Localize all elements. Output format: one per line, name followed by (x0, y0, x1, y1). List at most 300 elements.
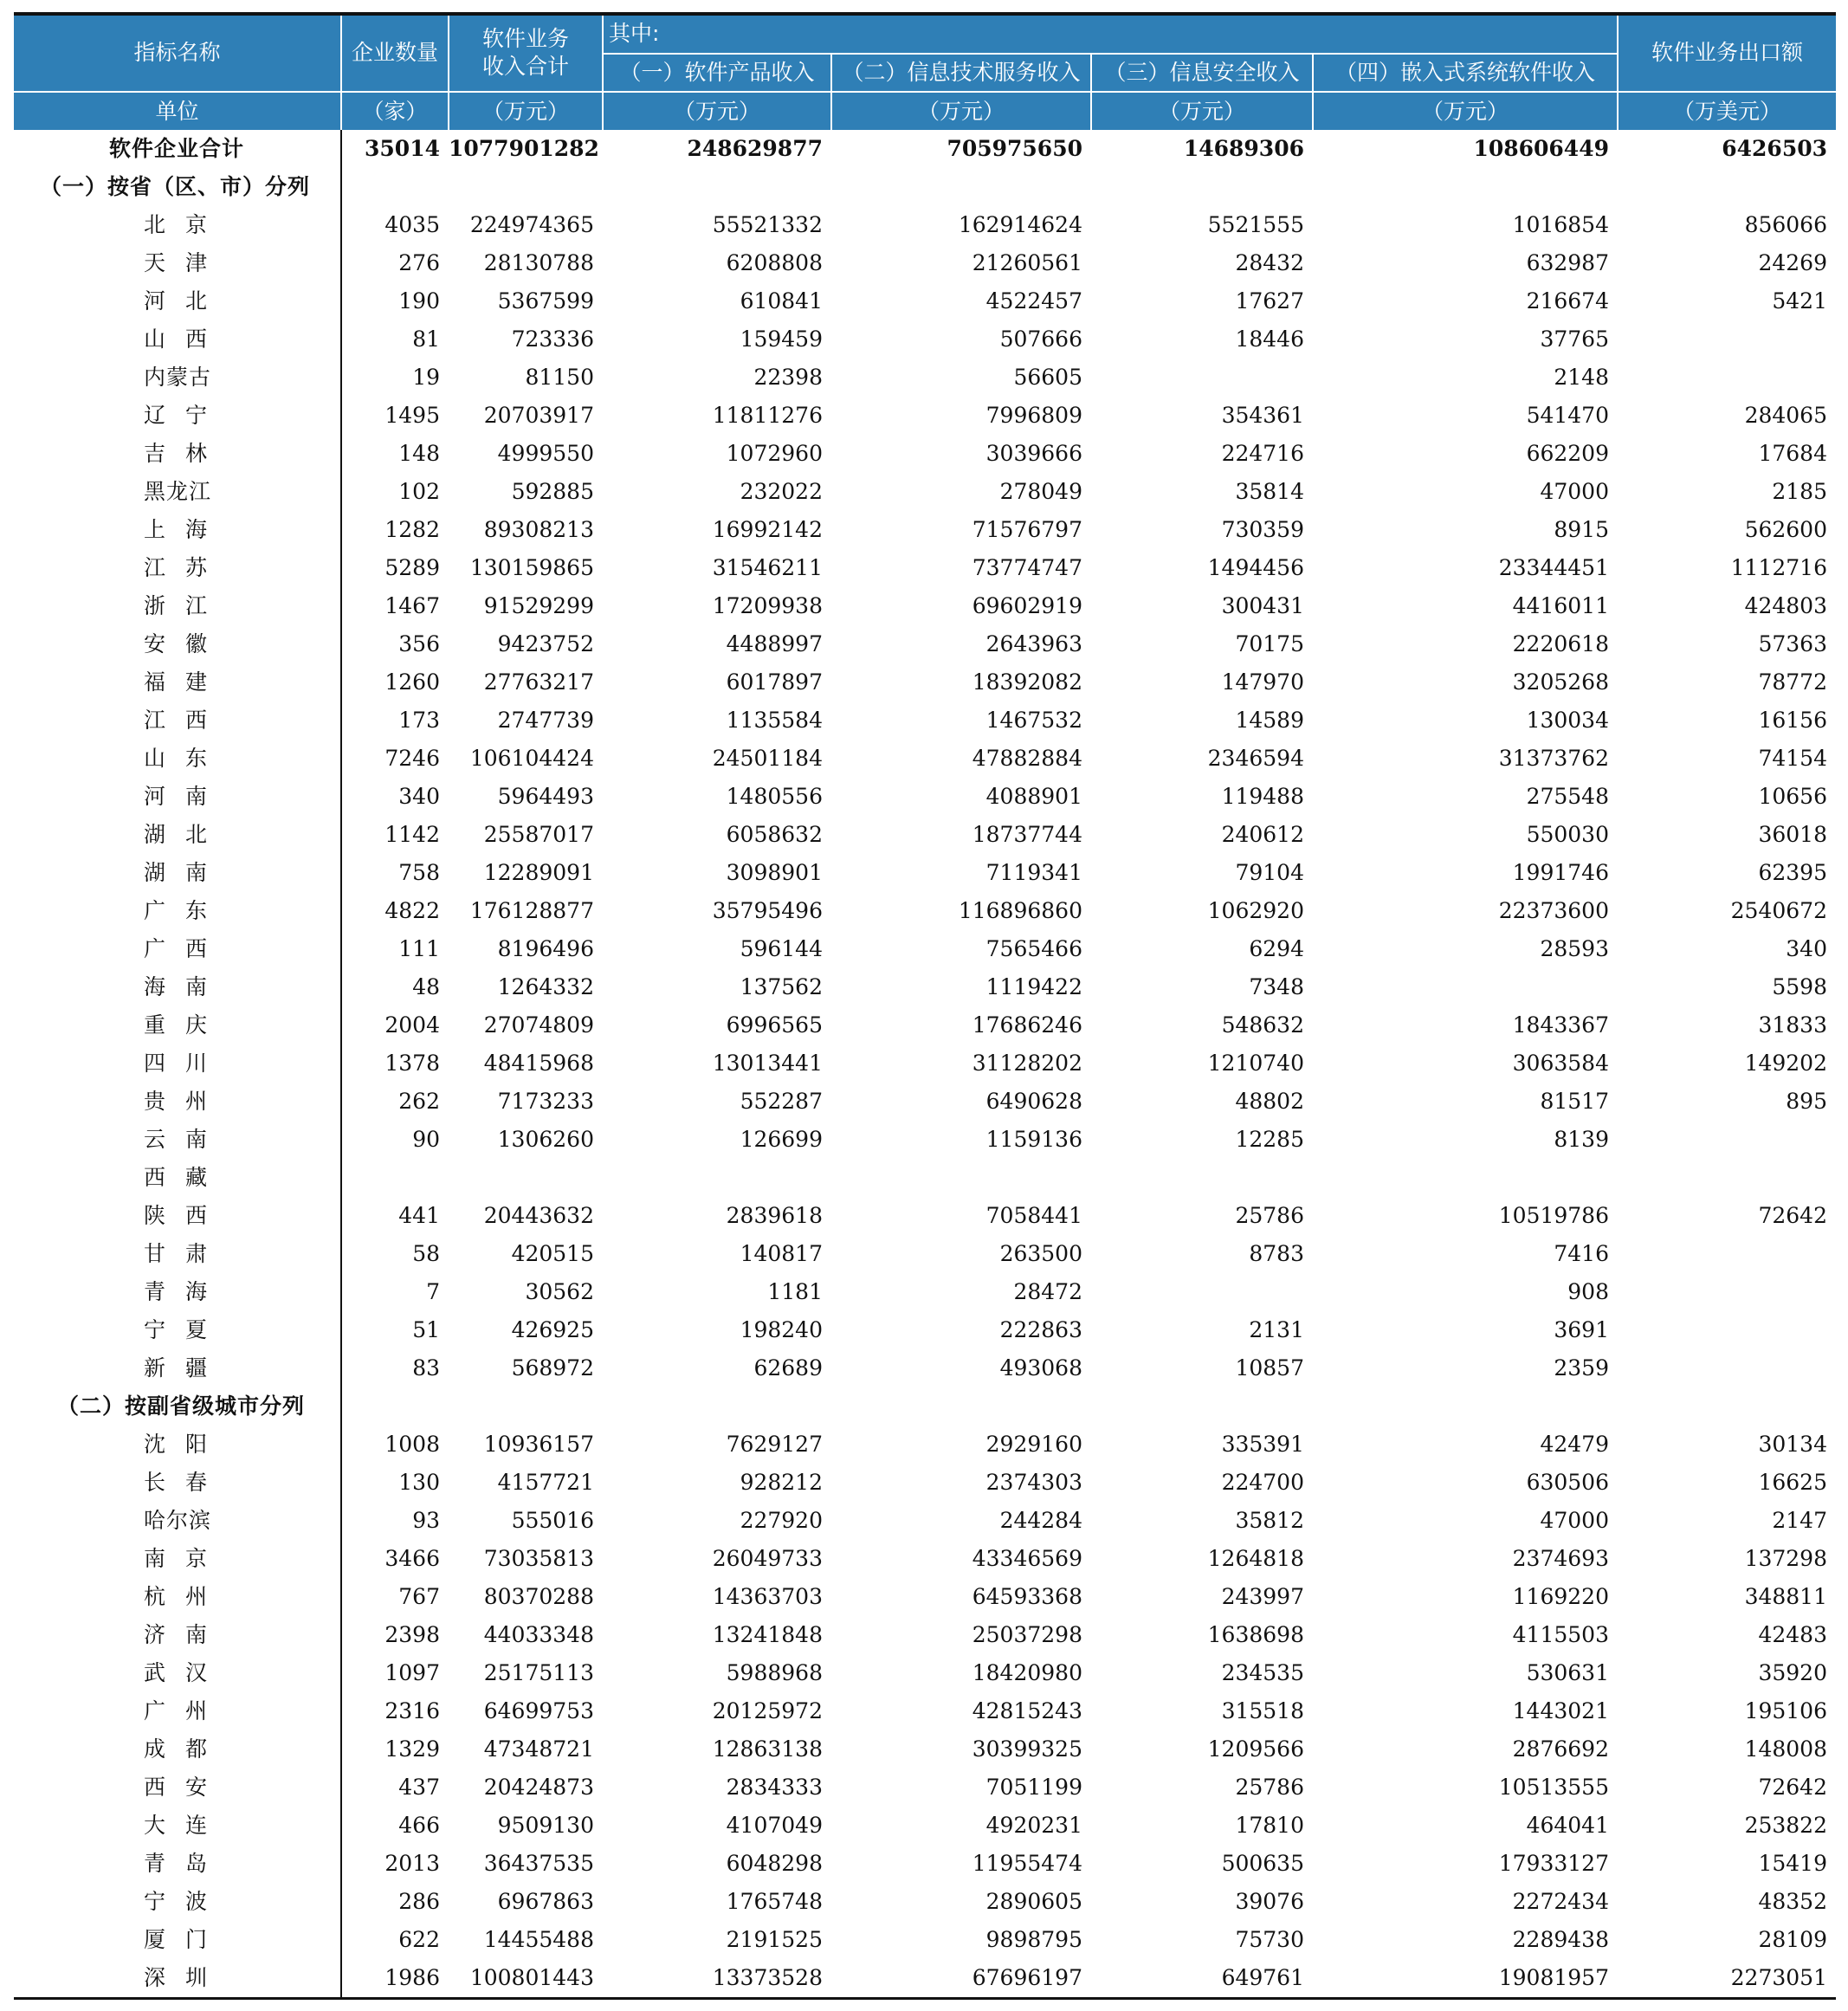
region-name: 西藏 (14, 1159, 341, 1197)
value-cell (1091, 1273, 1313, 1311)
value-cell: 2374693 (1512, 1546, 1609, 1571)
value-cell: 1062920 (1207, 898, 1304, 923)
value-cell (341, 1159, 449, 1197)
value-cell: 11955474 (972, 1851, 1082, 1876)
value-cell: 7119341 (985, 860, 1082, 885)
value-cell: 253822 (1744, 1813, 1827, 1838)
value-cell: 39076 (1235, 1889, 1304, 1914)
unit-count: （家） (341, 92, 449, 130)
value-cell: 3063584 (1512, 1051, 1609, 1076)
total-cell: 705975650 (947, 136, 1082, 161)
header-security-revenue: （三）信息安全收入 (1091, 54, 1313, 92)
unit-security: （万元） (1091, 92, 1313, 130)
region-name: 西安 (14, 1769, 341, 1807)
value-cell: 4157721 (497, 1470, 594, 1495)
value-cell: 37765 (1540, 327, 1609, 352)
empty-cell (603, 1387, 831, 1426)
value-cell: 3205268 (1512, 669, 1609, 695)
value-cell: 895 (1786, 1089, 1827, 1114)
value-cell: 20443632 (483, 1203, 594, 1228)
value-cell: 262 (398, 1089, 440, 1114)
value-cell: 18737744 (972, 822, 1082, 847)
value-cell: 441 (398, 1203, 440, 1228)
value-cell: 7173233 (497, 1089, 594, 1114)
value-cell (831, 1159, 1091, 1197)
value-cell: 6294 (1249, 936, 1304, 961)
value-cell: 130159865 (469, 555, 594, 580)
table-row (14, 968, 1836, 1006)
empty-cell (1313, 1387, 1618, 1426)
value-cell: 23344451 (1498, 555, 1609, 580)
value-cell: 28472 (1013, 1279, 1082, 1304)
value-cell: 2004 (384, 1012, 440, 1038)
value-cell: 1282 (384, 517, 440, 542)
region-name: 青海 (14, 1273, 341, 1311)
value-cell: 67696197 (972, 1965, 1082, 1990)
table-row (14, 1654, 1836, 1692)
total-cell: 108606449 (1473, 136, 1609, 161)
value-cell: 6208808 (726, 250, 823, 275)
region-name: 广州 (14, 1692, 341, 1730)
value-cell: 1119422 (985, 974, 1082, 999)
value-cell: 6017897 (726, 669, 823, 695)
table-row (14, 816, 1836, 854)
value-cell: 662209 (1526, 441, 1609, 466)
region-name: 河南 (14, 778, 341, 816)
value-cell: 64699753 (483, 1698, 594, 1723)
value-cell: 2359 (1554, 1355, 1609, 1381)
region-name: 甘肃 (14, 1235, 341, 1273)
value-cell: 2540672 (1730, 898, 1827, 923)
table-row (14, 511, 1836, 549)
value-cell: 6967863 (497, 1889, 594, 1914)
value-cell: 3691 (1554, 1317, 1609, 1342)
table-row (14, 1159, 1836, 1197)
value-cell: 62395 (1758, 860, 1827, 885)
value-cell: 13013441 (712, 1051, 823, 1076)
value-cell: 1991746 (1512, 860, 1609, 885)
table-row (14, 1959, 1836, 1997)
value-cell: 1159136 (985, 1127, 1082, 1152)
table-row (14, 206, 1836, 244)
value-cell: 4920231 (985, 1813, 1082, 1838)
value-cell: 130 (398, 1470, 440, 1495)
section-title: （二）按副省级城市分列 (14, 1387, 341, 1426)
value-cell: 552287 (740, 1089, 823, 1114)
value-cell: 2929160 (985, 1432, 1082, 1457)
value-cell: 7348 (1249, 974, 1304, 999)
region-name: 四川 (14, 1044, 341, 1083)
total-cell: 1077901282 (449, 136, 599, 161)
value-cell: 83 (412, 1355, 440, 1381)
value-cell: 47000 (1540, 479, 1609, 504)
region-name: 北京 (14, 206, 341, 244)
value-cell: 147970 (1221, 669, 1304, 695)
value-cell: 42483 (1758, 1622, 1827, 1647)
value-cell: 42479 (1540, 1432, 1609, 1457)
value-cell: 16156 (1758, 708, 1827, 733)
value-cell: 4822 (384, 898, 440, 923)
value-cell: 48 (412, 974, 440, 999)
value-cell: 568972 (511, 1355, 594, 1381)
value-cell: 19 (412, 365, 440, 390)
value-cell: 240612 (1221, 822, 1304, 847)
value-cell: 55521332 (712, 212, 823, 237)
unit-embedded: （万元） (1313, 92, 1618, 130)
value-cell: 1765748 (726, 1889, 823, 1914)
value-cell: 275548 (1526, 784, 1609, 809)
value-cell: 71576797 (972, 517, 1082, 542)
value-cell: 19081957 (1498, 1965, 1609, 1990)
value-cell: 2834333 (726, 1775, 823, 1800)
table-row (14, 435, 1836, 473)
value-cell: 91529299 (483, 593, 594, 618)
value-cell: 1264332 (497, 974, 594, 999)
value-cell: 2220618 (1512, 631, 1609, 656)
table-row (14, 1235, 1836, 1273)
table-row (14, 1426, 1836, 1464)
value-cell: 43346569 (972, 1546, 1082, 1571)
value-cell: 278049 (999, 479, 1082, 504)
value-cell (1618, 1235, 1836, 1273)
empty-cell (449, 1387, 603, 1426)
value-cell: 48352 (1758, 1889, 1827, 1914)
table-row (14, 702, 1836, 740)
empty-cell (449, 168, 603, 206)
region-name: 湖南 (14, 854, 341, 892)
value-cell: 73774747 (972, 555, 1082, 580)
value-cell: 198240 (740, 1317, 823, 1342)
value-cell: 530631 (1526, 1660, 1609, 1685)
region-name: 河北 (14, 282, 341, 320)
value-cell: 126699 (740, 1127, 823, 1152)
value-cell: 17209938 (712, 593, 823, 618)
value-cell: 36018 (1758, 822, 1827, 847)
value-cell: 6048298 (726, 1851, 823, 1876)
value-cell: 622 (398, 1927, 440, 1952)
value-cell: 550030 (1526, 822, 1609, 847)
total-cell: 14689306 (1183, 136, 1304, 161)
table-body (14, 130, 1836, 1997)
value-cell: 90 (412, 1127, 440, 1152)
region-name: 宁夏 (14, 1311, 341, 1349)
value-cell: 2876692 (1512, 1736, 1609, 1762)
empty-cell (603, 168, 831, 206)
value-cell: 2273051 (1730, 1965, 1827, 1990)
value-cell: 190 (398, 288, 440, 314)
table-row (14, 1044, 1836, 1083)
value-cell (1618, 1311, 1836, 1349)
value-cell: 17627 (1235, 288, 1304, 314)
value-cell: 25786 (1235, 1203, 1304, 1228)
value-cell: 7246 (384, 746, 440, 771)
section-header-row (14, 168, 1836, 206)
value-cell: 93 (412, 1508, 440, 1533)
header-it-service-revenue: （二）信息技术服务收入 (831, 54, 1091, 92)
value-cell: 7051199 (985, 1775, 1082, 1800)
table-row (14, 1578, 1836, 1616)
value-cell: 116896860 (958, 898, 1082, 923)
region-name: 天津 (14, 244, 341, 282)
value-cell: 10656 (1758, 784, 1827, 809)
value-cell: 340 (398, 784, 440, 809)
header-of-which: 其中: (603, 14, 1618, 54)
value-cell: 592885 (511, 479, 594, 504)
empty-cell (1618, 1387, 1836, 1426)
value-cell: 16625 (1758, 1470, 1827, 1495)
value-cell: 426925 (511, 1317, 594, 1342)
value-cell: 1306260 (497, 1127, 594, 1152)
value-cell: 1072960 (726, 441, 823, 466)
value-cell: 6058632 (726, 822, 823, 847)
value-cell: 2316 (384, 1698, 440, 1723)
table-row (14, 549, 1836, 587)
value-cell: 348811 (1744, 1584, 1827, 1609)
value-cell: 7996809 (985, 403, 1082, 428)
value-cell: 3098901 (726, 860, 823, 885)
value-cell: 4416011 (1512, 593, 1609, 618)
value-cell: 10857 (1235, 1355, 1304, 1381)
value-cell: 28130788 (483, 250, 594, 275)
header-product-revenue: （一）软件产品收入 (603, 54, 831, 92)
value-cell (1313, 968, 1618, 1006)
value-cell: 232022 (740, 479, 823, 504)
value-cell: 1467532 (985, 708, 1082, 733)
value-cell: 35795496 (712, 898, 823, 923)
value-cell: 69602919 (972, 593, 1082, 618)
value-cell: 2131 (1249, 1317, 1304, 1342)
value-cell: 79104 (1235, 860, 1304, 885)
table-row (14, 740, 1836, 778)
value-cell: 2272434 (1512, 1889, 1609, 1914)
table-row (14, 1883, 1836, 1921)
value-cell: 12285 (1235, 1127, 1304, 1152)
value-cell: 14455488 (483, 1927, 594, 1952)
table-row (14, 1006, 1836, 1044)
value-cell (1618, 1349, 1836, 1387)
value-cell: 11811276 (712, 403, 823, 428)
value-cell: 47882884 (972, 746, 1082, 771)
table-row (14, 1121, 1836, 1159)
value-cell: 1494456 (1207, 555, 1304, 580)
value-cell: 9423752 (497, 631, 594, 656)
value-cell: 9509130 (497, 1813, 594, 1838)
value-cell: 420515 (511, 1241, 594, 1266)
region-name: 吉林 (14, 435, 341, 473)
table-row (14, 1502, 1836, 1540)
unit-label: 单位 (14, 92, 341, 130)
value-cell: 17933127 (1498, 1851, 1609, 1876)
region-name: 哈尔滨 (14, 1502, 341, 1540)
empty-cell (341, 1387, 449, 1426)
value-cell: 4488997 (726, 631, 823, 656)
value-cell (1618, 359, 1836, 397)
value-cell: 300431 (1221, 593, 1304, 618)
table-row (14, 1692, 1836, 1730)
value-cell: 25037298 (972, 1622, 1082, 1647)
value-cell: 8196496 (497, 936, 594, 961)
value-cell: 2398 (384, 1622, 440, 1647)
value-cell: 20703917 (483, 403, 594, 428)
value-cell (1618, 1159, 1836, 1197)
region-name: 武汉 (14, 1654, 341, 1692)
value-cell: 1986 (384, 1965, 440, 1990)
region-name: 长春 (14, 1464, 341, 1502)
value-cell: 35814 (1235, 479, 1304, 504)
value-cell: 5421 (1772, 288, 1827, 314)
header-embedded-revenue: （四）嵌入式系统软件收入 (1313, 54, 1618, 92)
value-cell: 1210740 (1207, 1051, 1304, 1076)
value-cell (603, 1159, 831, 1197)
value-cell: 227920 (740, 1508, 823, 1533)
value-cell: 58 (412, 1241, 440, 1266)
value-cell: 2839618 (726, 1203, 823, 1228)
value-cell: 649761 (1221, 1965, 1304, 1990)
header-revenue-total-line1: 软件业务 (481, 25, 569, 51)
value-cell: 75730 (1235, 1927, 1304, 1952)
unit-service: （万元） (831, 92, 1091, 130)
table-row (14, 1807, 1836, 1845)
table-row (14, 1616, 1836, 1654)
region-name: 广西 (14, 930, 341, 968)
value-cell: 1378 (384, 1051, 440, 1076)
value-cell: 25786 (1235, 1775, 1304, 1800)
value-cell: 5598 (1772, 974, 1827, 999)
table-row (14, 930, 1836, 968)
value-cell: 1467 (384, 593, 440, 618)
region-name: 南京 (14, 1540, 341, 1578)
value-cell: 596144 (740, 936, 823, 961)
table-row (14, 1349, 1836, 1387)
value-cell: 31833 (1758, 1012, 1827, 1038)
value-cell: 286 (398, 1889, 440, 1914)
value-cell: 548632 (1221, 1012, 1304, 1038)
region-name: 江西 (14, 702, 341, 740)
value-cell: 18446 (1235, 327, 1304, 352)
value-cell: 12289091 (483, 860, 594, 885)
value-cell: 222863 (999, 1317, 1082, 1342)
value-cell: 224716 (1221, 441, 1304, 466)
value-cell: 466 (398, 1813, 440, 1838)
table-row (14, 1730, 1836, 1769)
value-cell: 5521555 (1207, 212, 1304, 237)
region-name: 黑龙江 (14, 473, 341, 511)
header-enterprise-count: 企业数量 (341, 14, 449, 92)
region-name: 大连 (14, 1807, 341, 1845)
value-cell: 315518 (1221, 1698, 1304, 1723)
table-row (14, 397, 1836, 435)
value-cell: 48415968 (483, 1051, 594, 1076)
empty-cell (1618, 168, 1836, 206)
value-cell: 2013 (384, 1851, 440, 1876)
table-row (14, 778, 1836, 816)
value-cell: 18420980 (972, 1660, 1082, 1685)
value-cell: 176128877 (469, 898, 594, 923)
value-cell: 148 (398, 441, 440, 466)
value-cell: 13241848 (712, 1622, 823, 1647)
region-name: 沈阳 (14, 1426, 341, 1464)
region-name: 安徽 (14, 625, 341, 663)
region-name: 湖北 (14, 816, 341, 854)
value-cell: 424803 (1744, 593, 1827, 618)
value-cell: 284065 (1744, 403, 1827, 428)
value-cell: 2890605 (985, 1889, 1082, 1914)
table-row (14, 625, 1836, 663)
value-cell (1313, 1159, 1618, 1197)
value-cell: 2289438 (1512, 1927, 1609, 1952)
value-cell: 5367599 (497, 288, 594, 314)
value-cell: 1016854 (1512, 212, 1609, 237)
empty-cell (831, 1387, 1091, 1426)
value-cell: 464041 (1526, 1813, 1609, 1838)
value-cell: 28432 (1235, 250, 1304, 275)
value-cell: 80370288 (483, 1584, 594, 1609)
table-row (14, 892, 1836, 930)
value-cell: 4115503 (1512, 1622, 1609, 1647)
value-cell: 73035813 (483, 1546, 594, 1571)
value-cell: 140817 (740, 1241, 823, 1266)
value-cell: 500635 (1221, 1851, 1304, 1876)
value-cell: 100801443 (469, 1965, 594, 1990)
value-cell: 56605 (1013, 365, 1082, 390)
header-export: 软件业务出口额 (1618, 14, 1836, 92)
value-cell: 137562 (740, 974, 823, 999)
value-cell: 28109 (1758, 1927, 1827, 1952)
value-cell: 102 (398, 479, 440, 504)
table-row (14, 244, 1836, 282)
value-cell: 437 (398, 1775, 440, 1800)
value-cell: 12863138 (712, 1736, 823, 1762)
value-cell: 22398 (753, 365, 823, 390)
value-cell: 356 (398, 631, 440, 656)
table-row (14, 1311, 1836, 1349)
value-cell: 72642 (1758, 1775, 1827, 1800)
value-cell: 243997 (1221, 1584, 1304, 1609)
value-cell: 1008 (384, 1432, 440, 1457)
value-cell: 62689 (753, 1355, 823, 1381)
unit-total: （万元） (449, 92, 603, 130)
header-revenue-total-line2: 收入合计 (481, 53, 569, 79)
value-cell (1618, 1273, 1836, 1311)
value-cell: 7 (426, 1279, 440, 1304)
value-cell: 70175 (1235, 631, 1304, 656)
value-cell: 20424873 (483, 1775, 594, 1800)
value-cell: 17686246 (972, 1012, 1082, 1038)
bottom-rule (14, 1997, 1836, 2000)
value-cell: 106104424 (469, 746, 594, 771)
value-cell: 493068 (999, 1355, 1082, 1381)
value-cell: 119488 (1221, 784, 1304, 809)
region-name: 广东 (14, 892, 341, 930)
value-cell: 36437535 (483, 1851, 594, 1876)
value-cell: 78772 (1758, 669, 1827, 695)
value-cell: 335391 (1221, 1432, 1304, 1457)
value-cell: 81517 (1540, 1089, 1609, 1114)
value-cell: 35812 (1235, 1508, 1304, 1533)
value-cell: 2374303 (985, 1470, 1082, 1495)
region-name: 贵州 (14, 1083, 341, 1121)
value-cell: 31128202 (972, 1051, 1082, 1076)
value-cell: 13373528 (712, 1965, 823, 1990)
region-name: 上海 (14, 511, 341, 549)
value-cell: 1495 (384, 403, 440, 428)
value-cell: 137298 (1744, 1546, 1827, 1571)
value-cell: 1135584 (726, 708, 823, 733)
value-cell: 25587017 (483, 822, 594, 847)
value-cell: 5964493 (497, 784, 594, 809)
statistics-table-sheet (14, 14, 1836, 1997)
empty-cell (1313, 168, 1618, 206)
